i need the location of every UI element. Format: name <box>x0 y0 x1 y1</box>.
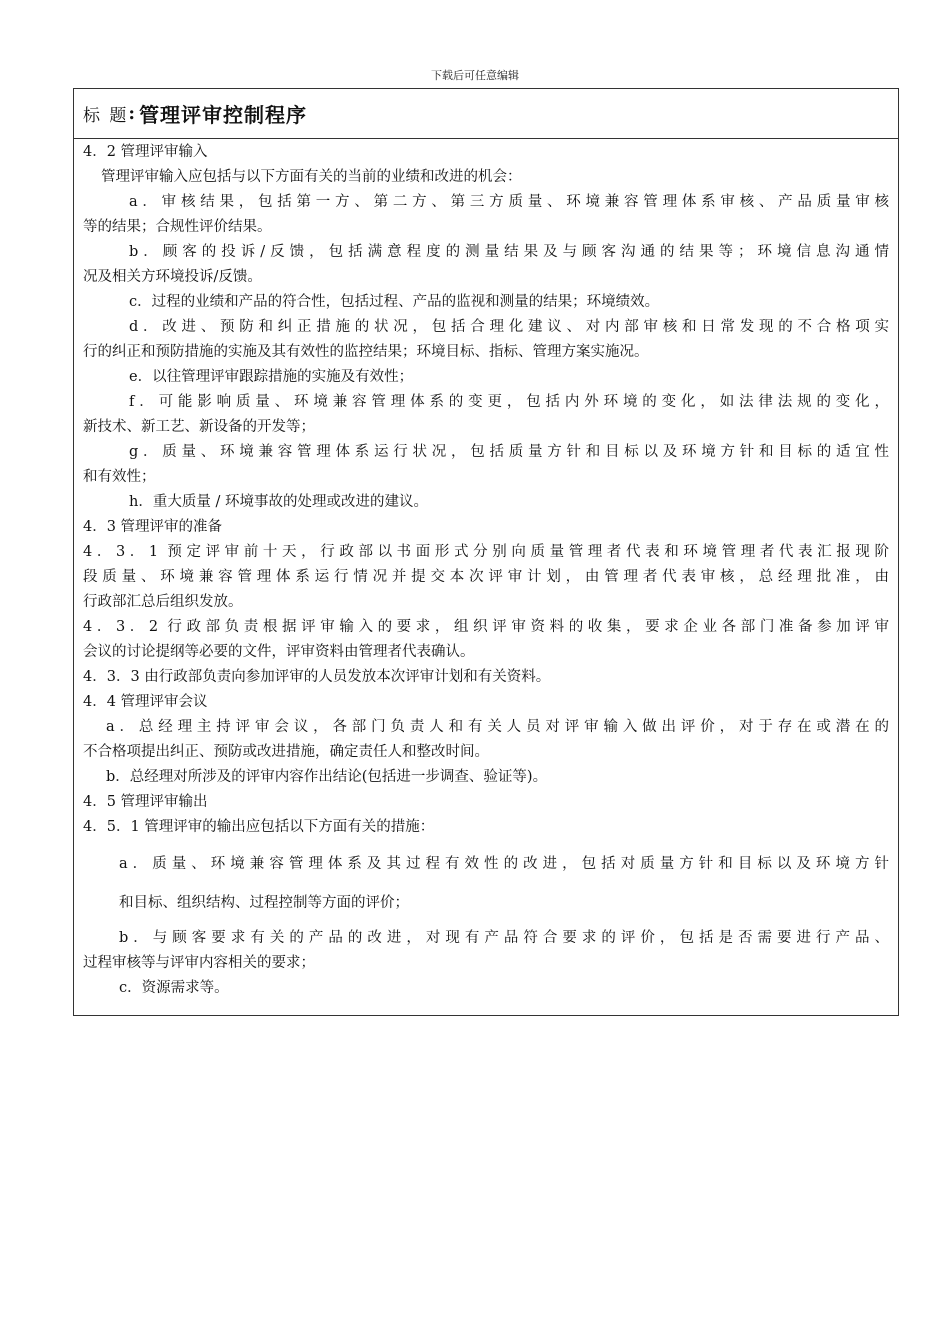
title-colon: : <box>128 103 136 124</box>
document-frame <box>73 88 899 1016</box>
output-item-b-cont: 过程审核等与评审内容相关的要求； <box>83 955 315 971</box>
paragraph-line: 管理评审输入应包括与以下方面有关的当前的业绩和改进的机会： <box>101 169 522 185</box>
list-item-c: c．过程的业绩和产品的符合性，包括过程、产品的监视和测量的结果；环境绩效。 <box>129 294 660 310</box>
list-item-a: a．审核结果，包括第一方、第二方、第三方质量、环境兼容管理体系审核、产品质量审核 <box>129 194 889 210</box>
section-heading-4-3: 4．3 管理评审的准备 <box>83 519 223 535</box>
clause-4-3-2-cont: 会议的讨论提纲等必要的文件，评审资料由管理者代表确认。 <box>83 644 475 660</box>
meeting-item-b: b．总经理对所涉及的评审内容作出结论(包括进一步调查、验证等)。 <box>106 769 548 785</box>
output-item-c: c．资源需求等。 <box>119 980 229 996</box>
output-item-a: a．质量、环境兼容管理体系及其过程有效性的改进，包括对质量方针和目标以及环境方针 <box>119 856 889 872</box>
list-item-a-cont: 等的结果；合规性评价结果。 <box>83 219 272 235</box>
title-label: 标 题 <box>83 106 129 126</box>
list-item-d-cont: 行的纠正和预防措施的实施及其有效性的监控结果；环境目标、指标、管理方案实施况。 <box>83 344 649 360</box>
list-item-h: h．重大质量 / 环境事故的处理或改进的建议。 <box>129 494 428 510</box>
clause-4-3-1-end: 行政部汇总后组织发放。 <box>83 594 243 610</box>
output-item-b: b．与顾客要求有关的产品的改进，对现有产品符合要求的评价，包括是否需要进行产品、 <box>119 930 889 946</box>
title-row <box>74 89 898 139</box>
output-item-a-cont: 和目标、组织结构、过程控制等方面的评价； <box>119 895 409 911</box>
document-body <box>74 139 898 1001</box>
section-heading-4-5: 4．5 管理评审输出 <box>83 794 208 810</box>
section-heading-4-4: 4．4 管理评审会议 <box>83 694 208 710</box>
section-heading-4-2: 4．2 管理评审输入 <box>83 144 208 160</box>
clause-4-5-1: 4．5．1 管理评审的输出应包括以下方面有关的措施： <box>83 819 435 835</box>
meeting-item-a: a．总经理主持评审会议，各部门负责人和有关人员对评审输入做出评价，对于存在或潜在的 <box>106 719 889 735</box>
clause-4-3-3: 4．3．3 由行政部负责向参加评审的人员发放本次评审计划和有关资料。 <box>83 669 551 685</box>
list-item-b-cont: 况及相关方环境投诉/反馈。 <box>83 269 262 285</box>
header-note: 下载后可任意编辑 <box>431 69 519 82</box>
list-item-g: g．质量、环境兼容管理体系运行状况，包括质量方针和目标以及环境方针和目标的适宜性 <box>129 444 889 460</box>
clause-4-3-2: 4．3．2 行政部负责根据评审输入的要求，组织评审资料的收集，要求企业各部门准备参加评审 <box>83 619 889 635</box>
list-item-g-cont: 和有效性； <box>83 469 156 485</box>
clause-4-3-1-cont: 段质量、环境兼容管理体系运行情况并提交本次评审计划，由管理者代表审核，总经理批准，由 <box>83 569 889 585</box>
list-item-f: f．可能影响质量、环境兼容管理体系的变更，包括内外环境的变化，如法律法规的变化， <box>129 394 889 410</box>
list-item-f-cont: 新技术、新工艺、新设备的开发等； <box>83 419 315 435</box>
document-title: 管理评审控制程序 <box>139 103 308 127</box>
list-item-b: b．顾客的投诉/反馈，包括满意程度的测量结果及与顾客沟通的结果等；环境信息沟通情 <box>129 244 889 260</box>
meeting-item-a-cont: 不合格项提出纠正、预防或改进措施，确定责任人和整改时间。 <box>83 744 489 760</box>
list-item-e: e．以往管理评审跟踪措施的实施及有效性； <box>129 369 414 385</box>
list-item-d: d．改进、预防和纠正措施的状况，包括合理化建议、对内部审核和日常发现的不合格项实 <box>129 319 889 335</box>
clause-4-3-1: 4．3．1 预定评审前十天，行政部以书面形式分别向质量管理者代表和环境管理者代表汇报现阶 <box>83 544 889 560</box>
